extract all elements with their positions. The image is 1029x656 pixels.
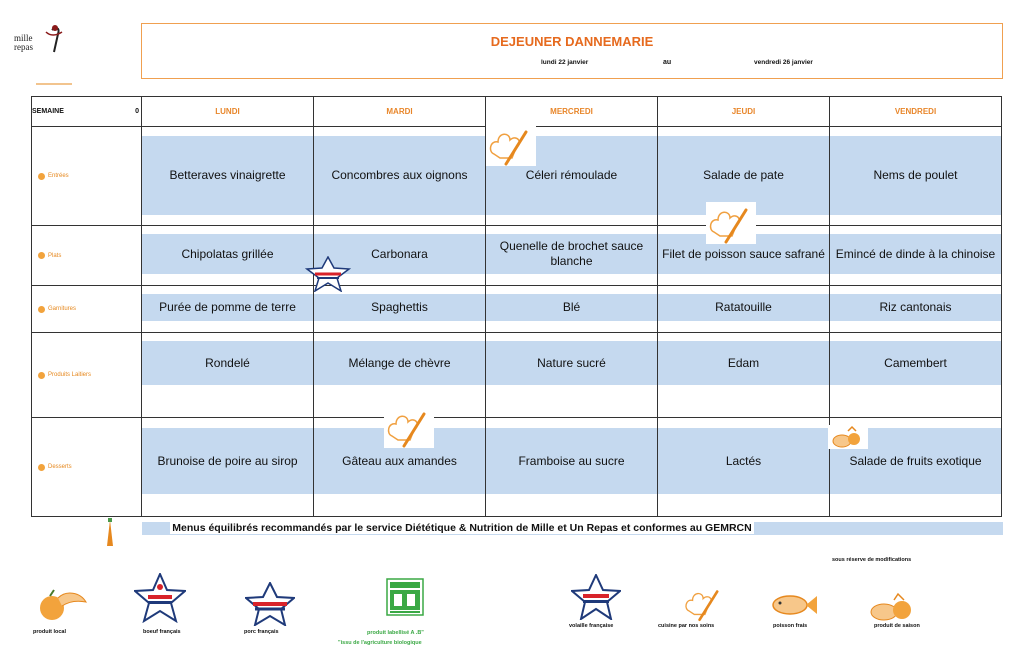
legend-cuisine: cuisine par nos soins: [658, 623, 715, 629]
dish-label: Salade de fruits exotique: [830, 428, 1001, 494]
row-plats: [32, 226, 1002, 286]
category-dot-icon: [38, 306, 45, 313]
carrot-icon: [105, 518, 115, 548]
menu-cell: [830, 226, 1002, 286]
date-start: lundi 22 janvier: [541, 59, 589, 66]
category-cell: Entrées: [32, 127, 142, 226]
category-dot-icon: [38, 173, 45, 180]
logo-text: mille repas: [14, 33, 33, 52]
local-product-icon: [36, 586, 88, 622]
dish-label: Emincé de dinde à la chinoise: [830, 234, 1001, 274]
header-box: [141, 23, 1003, 79]
reserve-note: sous réserve de modifications: [832, 557, 912, 563]
dish-label: Quenelle de brochet sauce blanche: [486, 234, 657, 274]
chef-hat-icon: [682, 584, 726, 622]
page-title: DEJEUNER DANNEMARIE: [490, 34, 654, 49]
category-dot-icon: [38, 372, 45, 379]
dish-label: Céleri rémoulade: [486, 136, 657, 215]
dish-label: Filet de poisson sauce safrané: [658, 234, 829, 274]
dish-label: Salade de pate: [658, 136, 829, 215]
category-dot-icon: [38, 464, 45, 471]
porc-francais-star-icon: [305, 256, 351, 292]
chef-hat-icon: [706, 202, 756, 244]
legend-porc: porc français: [244, 629, 279, 635]
menu-cell: [142, 127, 314, 226]
row-garnitures: [32, 286, 1002, 333]
menu-cell: [142, 226, 314, 286]
menu-cell: [830, 127, 1002, 226]
date-separator: au: [663, 59, 672, 66]
category-cell: Garnitures: [32, 286, 142, 333]
dish-label: Purée de pomme de terre: [142, 294, 313, 321]
menu-cell: [486, 286, 658, 333]
week-number: 0: [135, 108, 139, 115]
day-thursday: JEUDI: [658, 97, 830, 127]
dish-label: Mélange de chèvre: [314, 341, 485, 385]
menu-cell: [314, 127, 486, 226]
menu-cell: [830, 333, 1002, 418]
chef-hat-icon: [486, 124, 536, 166]
menu-cell: [486, 333, 658, 418]
menu-cell: [314, 286, 486, 333]
dish-label: Carbonara: [314, 234, 485, 274]
dish-label: Brunoise de poire au sirop: [142, 428, 313, 494]
category-cell: Plats: [32, 226, 142, 286]
category-cell: Produits Laitiers: [32, 333, 142, 418]
legend-volaille: volaille française: [569, 623, 614, 629]
volaille-francaise-star-icon: [571, 574, 621, 620]
category-dot-icon: [38, 252, 45, 259]
menu-cell: [314, 333, 486, 418]
menu-cell: [830, 286, 1002, 333]
menu-cell: [142, 286, 314, 333]
legend-saison: produit de saison: [874, 623, 920, 629]
dish-label: Gâteau aux amandes: [314, 428, 485, 494]
menu-cell: [658, 333, 830, 418]
header-row: [32, 97, 1002, 127]
dish-label: Lactés: [658, 428, 829, 494]
legend-bio-line2: "issu de l'agriculture biologique: [338, 640, 422, 646]
menu-cell: [658, 286, 830, 333]
date-end: vendredi 26 janvier: [754, 59, 813, 66]
ab-bio-logo-icon: [386, 578, 424, 616]
legend-poisson: poisson frais: [773, 623, 808, 629]
day-wednesday: MERCREDI: [486, 97, 658, 127]
menu-cell: [486, 226, 658, 286]
legend-boeuf: boeuf français: [143, 629, 181, 635]
dish-label: Edam: [658, 341, 829, 385]
dish-label: Ratatouille: [658, 294, 829, 321]
dish-label: Riz cantonais: [830, 294, 1001, 321]
category-cell: Desserts: [32, 418, 142, 517]
dish-label: Nature sucré: [486, 341, 657, 385]
dish-label: Betteraves vinaigrette: [142, 136, 313, 215]
menu-cell: [142, 333, 314, 418]
menu-cell: [142, 418, 314, 517]
boeuf-francais-star-icon: [134, 573, 186, 623]
dish-label: Concombres aux oignons: [314, 136, 485, 215]
row-produits-laitiers: [32, 333, 1002, 418]
dish-label: Rondelé: [142, 341, 313, 385]
seasonal-produce-icon: [868, 592, 918, 622]
day-tuesday: MARDI: [314, 97, 486, 127]
legend-local: produit local: [33, 629, 66, 635]
dish-label: Nems de poulet: [830, 136, 1001, 215]
week-header: SEMAINE 0: [32, 97, 142, 127]
footer-note: Menus équilibrés recommandés par le service Diététique & Nutrition de Mille et Un Repas et conformes au GEMRCN: [172, 522, 752, 534]
menu-cell: [486, 418, 658, 517]
legend-bio-line1: produit labellisé A .B": [367, 630, 424, 636]
menu-cell: [658, 418, 830, 517]
porc-francais-star-icon: [245, 582, 295, 626]
dish-label: Spaghettis: [314, 294, 485, 321]
dish-label: Chipolatas grillée: [142, 234, 313, 274]
seasonal-fruit-icon: [828, 425, 868, 449]
mille-repas-logo: [30, 22, 78, 88]
day-friday: VENDREDI: [830, 97, 1002, 127]
dish-label: Camembert: [830, 341, 1001, 385]
day-monday: LUNDI: [142, 97, 314, 127]
dish-label: Blé: [486, 294, 657, 321]
chef-hat-icon: [384, 406, 434, 448]
dish-label: Framboise au sucre: [486, 428, 657, 494]
fish-icon: [768, 592, 818, 618]
